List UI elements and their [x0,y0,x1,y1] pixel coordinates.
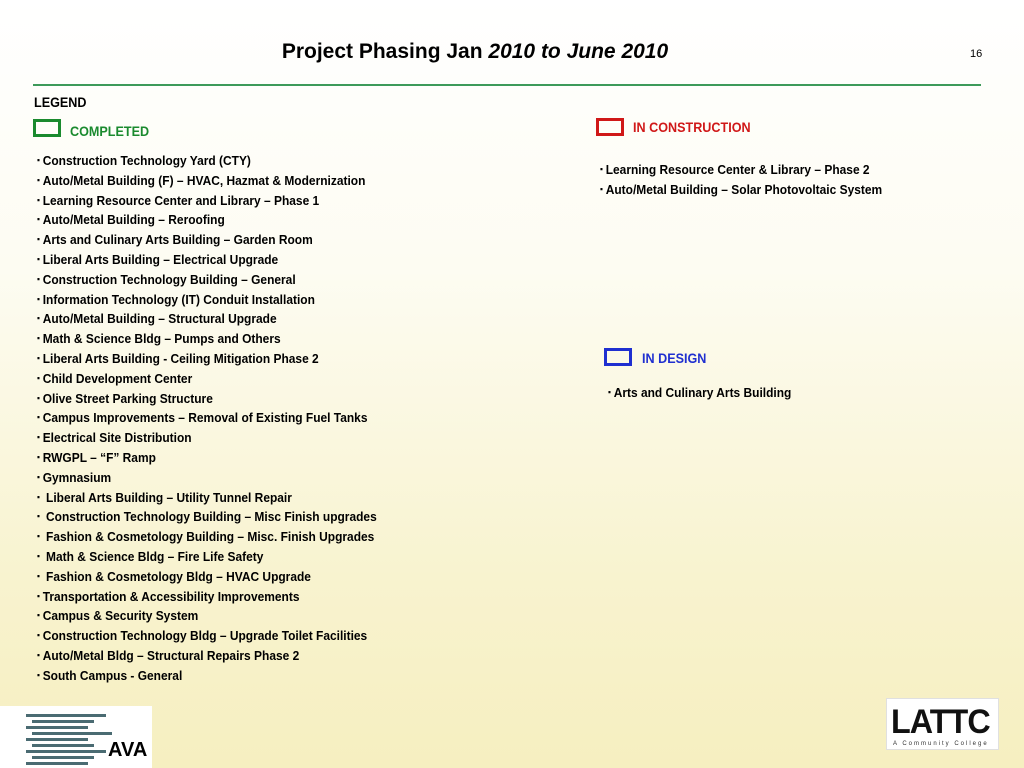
in-design-legend-box [604,348,632,366]
bullet-icon: ▪ [37,649,40,660]
ava-logo-bar [32,744,94,747]
list-item-text: Math & Science Bldg – Fire Life Safety [42,548,264,564]
bullet-icon: ▪ [608,387,611,397]
list-item-text: Learning Resource Center & Library – Phase 2 [605,162,870,177]
list-item-text: Electrical Site Distribution [42,430,192,446]
list-item-text: South Campus - General [42,667,183,683]
list-item [37,468,377,488]
list-item [37,230,377,250]
list-item-text: Campus Improvements – Removal of Existing Fuel Tanks [42,410,368,426]
ava-logo-bar [26,714,106,717]
list-item-text: Liberal Arts Building – Electrical Upgrade [42,251,279,267]
list-item-text: Construction Technology Yard (CTY) [42,153,251,168]
list-item-text: Learning Resource Center and Library – Phase 1 [42,192,320,208]
bullet-icon: ▪ [37,471,40,482]
lattc-logo-tagline: A Community College [893,741,989,747]
bullet-icon: ▪ [37,550,40,561]
list-item [37,626,377,646]
bullet-icon: ▪ [37,610,40,621]
bullet-icon: ▪ [37,155,40,165]
list-item [37,171,377,191]
list-item-text: Olive Street Parking Structure [42,390,213,406]
ava-logo-bar [32,732,112,735]
ava-logo [0,706,152,768]
bullet-icon: ▪ [37,234,40,245]
list-item [37,448,377,468]
completed-legend-box [33,119,61,137]
list-item [37,250,377,270]
list-item [37,587,377,607]
in-construction-list [600,160,907,200]
bullet-icon: ▪ [37,570,40,581]
list-item [37,151,377,171]
bullet-icon: ▪ [37,253,40,264]
bullet-icon: ▪ [37,352,40,363]
bullet-icon: ▪ [37,372,40,383]
list-item-text: Information Technology (IT) Conduit Installation [42,291,315,307]
list-item-text: Campus & Security System [42,608,199,624]
list-item [37,290,377,310]
list-item-text: Auto/Metal Bldg – Structural Repairs Phase 2 [42,647,300,663]
list-item [37,527,377,547]
ava-logo-text: AVA [108,739,148,761]
bullet-icon: ▪ [37,531,40,542]
ava-logo-mark [26,714,112,764]
bullet-icon: ▪ [37,194,40,205]
page-title [0,40,950,64]
list-item [37,389,377,409]
list-item-text: Fashion & Cosmetology Bldg – HVAC Upgrade [42,568,311,584]
ava-logo-bar [32,720,94,723]
list-item-text: Auto/Metal Building – Reroofing [42,212,225,228]
title-prefix: Project Phasing Jan [281,40,489,63]
in-construction-label: IN CONSTRUCTION [633,119,751,135]
page-number: 16 [970,48,983,60]
ava-logo-bar [26,762,88,765]
in-design-label: IN DESIGN [642,350,707,366]
ava-logo-bar [26,750,106,753]
title-date-range: 2010 to June 2010 [488,40,669,63]
lattc-logo-text: LATTC [891,703,990,741]
list-item-text: Construction Technology Building – Misc Finish upgrades [42,509,377,525]
bullet-icon: ▪ [37,511,40,522]
list-item [37,488,377,508]
bullet-icon: ▪ [37,669,40,680]
bullet-icon: ▪ [37,392,40,403]
list-item [37,428,377,448]
list-item [608,383,791,403]
bullet-icon: ▪ [600,164,603,174]
list-item [600,160,882,180]
list-item [37,270,377,290]
list-item-text: Liberal Arts Building - Ceiling Mitigation Phase 2 [42,350,319,366]
bullet-icon: ▪ [37,273,40,284]
bullet-icon: ▪ [37,491,40,502]
list-item-text: Arts and Culinary Arts Building – Garden Room [42,232,313,248]
in-design-list [608,383,807,403]
bullet-icon: ▪ [37,174,40,185]
in-construction-legend-box [596,118,624,136]
list-item-text: Auto/Metal Building (F) – HVAC, Hazmat & Modernization [42,172,366,188]
bullet-icon: ▪ [600,183,603,194]
list-item [37,329,377,349]
title-divider [33,84,981,86]
list-item [37,349,377,369]
bullet-icon: ▪ [37,214,40,225]
list-item [37,191,377,211]
bullet-icon: ▪ [37,590,40,601]
list-item [37,408,377,428]
bullet-icon: ▪ [37,313,40,324]
list-item [37,567,377,587]
lattc-logo [886,698,999,750]
list-item-text: Construction Technology Bldg – Upgrade Toilet Facilities [42,628,368,644]
list-item [37,606,377,626]
ava-logo-bar [32,756,94,759]
list-item [37,369,377,389]
list-item [37,309,377,329]
list-item-text: Auto/Metal Building – Structural Upgrade [42,311,277,327]
bullet-icon: ▪ [37,412,40,423]
list-item-text: Construction Technology Building – General [42,271,296,287]
list-item [37,210,377,230]
list-item-text: Liberal Arts Building – Utility Tunnel Repair [42,489,292,505]
list-item-text: RWGPL – “F” Ramp [42,449,156,465]
list-item [37,507,377,527]
completed-list [37,151,406,686]
list-item-text: Gymnasium [42,469,112,485]
list-item [600,180,882,200]
list-item [37,646,377,666]
bullet-icon: ▪ [37,451,40,462]
list-item-text: Transportation & Accessibility Improvements [42,588,300,604]
list-item-text: Arts and Culinary Arts Building [613,385,792,400]
bullet-icon: ▪ [37,432,40,443]
list-item-text: Child Development Center [42,370,193,386]
list-item [37,547,377,567]
completed-label: COMPLETED [70,123,150,139]
bullet-icon: ▪ [37,293,40,304]
legend-heading: LEGEND [34,94,87,110]
ava-logo-bar [26,726,88,729]
list-item-text: Fashion & Cosmetology Building – Misc. Finish Upgrades [42,529,375,545]
list-item [37,666,377,686]
ava-logo-bar [26,738,88,741]
bullet-icon: ▪ [37,333,40,344]
bullet-icon: ▪ [37,630,40,641]
list-item-text: Auto/Metal Building – Solar Photovoltaic System [605,181,883,197]
list-item-text: Math & Science Bldg – Pumps and Others [42,331,281,347]
